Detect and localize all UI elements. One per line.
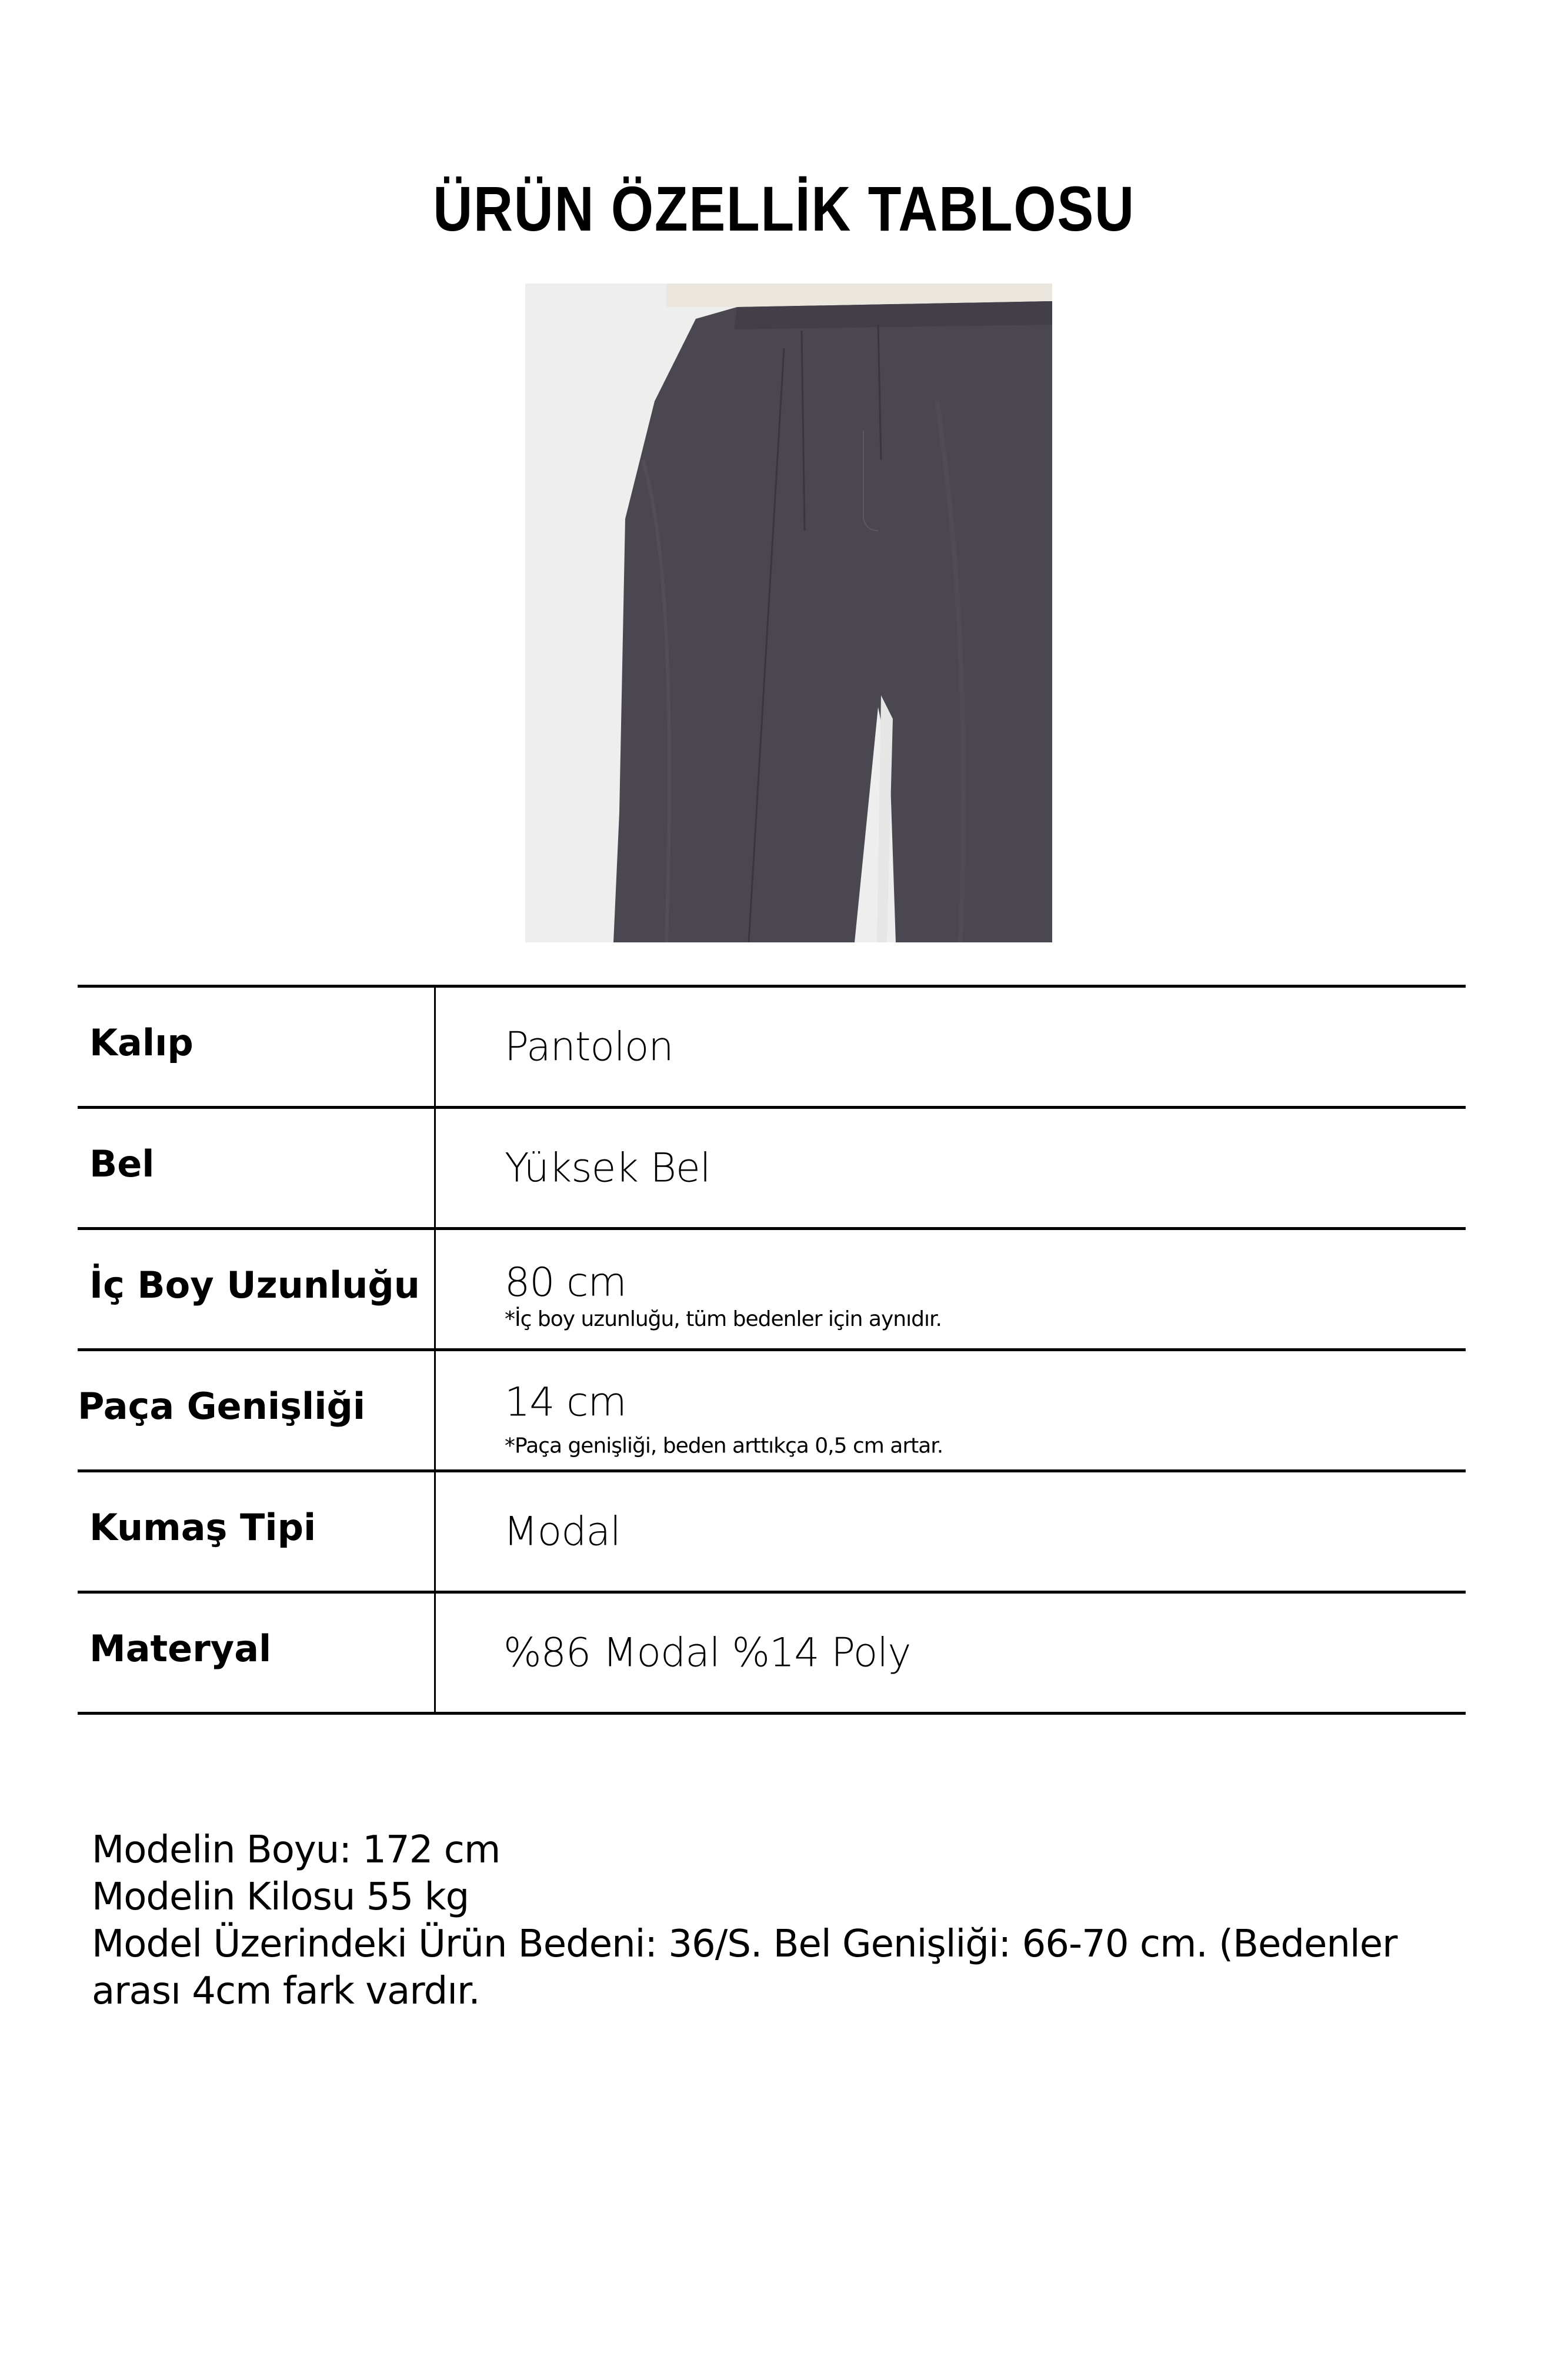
spec-value: Pantolon: [505, 1024, 673, 1070]
model-info: [92, 1827, 1468, 2015]
spec-value: 14 cm: [505, 1378, 626, 1425]
model-height: Modelin Boyu: 172 cm: [92, 1828, 501, 1872]
spec-value: Modal: [503, 1508, 620, 1555]
spec-value: %86 Modal %14 Poly: [503, 1629, 911, 1676]
spec-row-kalip: [78, 985, 1466, 1106]
spec-label: Materyal: [89, 1627, 272, 1670]
product-image: [525, 284, 1052, 942]
pants-illustration: [525, 284, 1052, 942]
spec-label: Paça Genişliği: [78, 1384, 366, 1428]
model-weight: Modelin Kilosu 55 kg: [92, 1875, 469, 1919]
page-title: ÜRÜN ÖZELLİK TABLOSU: [433, 173, 1135, 244]
column-divider: [434, 1472, 436, 1591]
model-size: Model Üzerindeki Ürün Bedeni: 36/S. Bel Genişliği: 66-70 cm. (Bedenler: [92, 1922, 1397, 1966]
column-divider: [434, 1594, 436, 1712]
spec-row-materyal: [78, 1591, 1466, 1715]
spec-table: [78, 985, 1466, 1715]
model-size-note: arası 4cm fark vardır.: [92, 1969, 480, 2013]
column-divider: [434, 988, 436, 1106]
spec-label: Kalıp: [89, 1021, 194, 1064]
spec-label: İç Boy Uzunluğu: [89, 1263, 420, 1307]
column-divider: [434, 1109, 436, 1227]
spec-label: Kumaş Tipi: [89, 1505, 316, 1549]
spec-row-bel: [78, 1106, 1466, 1227]
spec-label: Bel: [89, 1142, 155, 1185]
column-divider: [434, 1230, 436, 1348]
spec-value: 80 cm: [505, 1259, 626, 1306]
spec-note: *İç boy uzunluğu, tüm bedenler için aynıdır.: [505, 1307, 942, 1331]
spec-row-kumas: [78, 1469, 1466, 1591]
column-divider: [434, 1351, 436, 1469]
spec-note: *Paça genişliği, beden arttıkça 0,5 cm artar.: [505, 1433, 943, 1458]
spec-row-paca: [78, 1348, 1466, 1469]
spec-value: Yüksek Bel: [505, 1145, 710, 1191]
spec-row-ic-boy: [78, 1227, 1466, 1348]
